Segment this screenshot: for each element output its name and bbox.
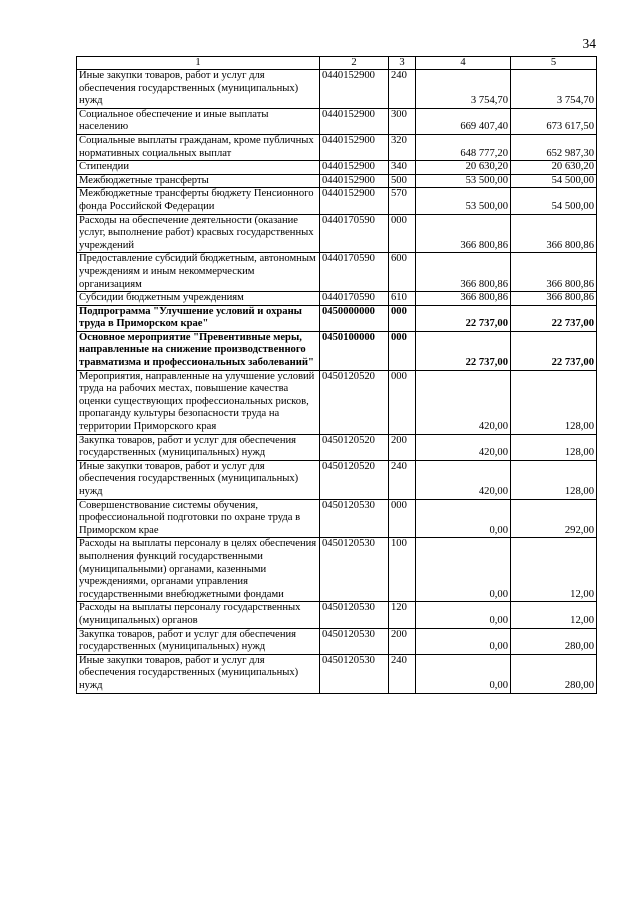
item-name-cell: Субсидии бюджетным учреждениям	[77, 292, 320, 306]
table-row	[77, 305, 597, 331]
table-row	[77, 654, 597, 693]
target-code-cell: 0440152900	[320, 134, 389, 160]
amount-year2-cell: 128,00	[511, 370, 597, 434]
amount-year2-cell: 20 630,20	[511, 161, 597, 175]
expense-type-cell: 000	[389, 370, 416, 434]
target-code-cell: 0440170590	[320, 214, 389, 253]
table-row	[77, 174, 597, 188]
expense-type-cell: 600	[389, 253, 416, 292]
expense-type-cell: 570	[389, 188, 416, 214]
amount-year2-cell: 3 754,70	[511, 70, 597, 109]
amount-year2-cell: 366 800,86	[511, 292, 597, 306]
amount-year1-cell: 366 800,86	[416, 292, 511, 306]
amount-year1-cell: 366 800,86	[416, 214, 511, 253]
table-row	[77, 538, 597, 602]
header-cell: 3	[389, 57, 416, 70]
amount-year2-cell: 280,00	[511, 628, 597, 654]
expense-type-cell: 000	[389, 499, 416, 538]
table-row	[77, 214, 597, 253]
header-cell: 2	[320, 57, 389, 70]
target-code-cell: 0440152900	[320, 70, 389, 109]
amount-year2-cell: 280,00	[511, 654, 597, 693]
amount-year1-cell: 420,00	[416, 460, 511, 499]
amount-year1-cell: 22 737,00	[416, 331, 511, 370]
item-name-cell: Иные закупки товаров, работ и услуг для обеспечения государственных (муниципальных) нужд	[77, 70, 320, 109]
target-code-cell: 0440152900	[320, 161, 389, 175]
item-name-cell: Мероприятия, направленные на улучшение условий труда на рабочих местах, повышение качества оценки существующих профессиональных рисков, пропаганду культуры безопасности труда на территории Приморского края	[77, 370, 320, 434]
amount-year2-cell: 54 500,00	[511, 188, 597, 214]
amount-year2-cell: 22 737,00	[511, 331, 597, 370]
amount-year2-cell: 366 800,86	[511, 214, 597, 253]
table-row	[77, 292, 597, 306]
expense-type-cell: 240	[389, 460, 416, 499]
amount-year2-cell: 128,00	[511, 460, 597, 499]
expense-type-cell: 320	[389, 134, 416, 160]
amount-year1-cell: 53 500,00	[416, 188, 511, 214]
budget-table	[76, 56, 597, 694]
amount-year2-cell: 673 617,50	[511, 108, 597, 134]
item-name-cell: Иные закупки товаров, работ и услуг для обеспечения государственных (муниципальных) нужд	[77, 460, 320, 499]
target-code-cell: 0450120530	[320, 538, 389, 602]
item-name-cell: Стипендии	[77, 161, 320, 175]
amount-year1-cell: 366 800,86	[416, 253, 511, 292]
table-header-row	[77, 57, 597, 70]
amount-year1-cell: 53 500,00	[416, 174, 511, 188]
item-name-cell: Основное мероприятие "Превентивные меры, направленные на снижение производственного травматизма и профессиональных заболеваний"	[77, 331, 320, 370]
target-code-cell: 0450120530	[320, 628, 389, 654]
table-row	[77, 434, 597, 460]
expense-type-cell: 240	[389, 654, 416, 693]
expense-type-cell: 240	[389, 70, 416, 109]
amount-year2-cell: 22 737,00	[511, 305, 597, 331]
item-name-cell: Расходы на выплаты персоналу в целях обеспечения выполнения функций государственными (муниципальными) органами, казенными учреждениями, органами управления государственными внебюджетными фондами	[77, 538, 320, 602]
amount-year1-cell: 22 737,00	[416, 305, 511, 331]
target-code-cell: 0440170590	[320, 253, 389, 292]
target-code-cell: 0440170590	[320, 292, 389, 306]
expense-type-cell: 000	[389, 331, 416, 370]
item-name-cell: Закупка товаров, работ и услуг для обеспечения государственных (муниципальных) нужд	[77, 434, 320, 460]
item-name-cell: Подпрограмма "Улучшение условий и охраны труда в Приморском крае"	[77, 305, 320, 331]
amount-year1-cell: 0,00	[416, 602, 511, 628]
expense-type-cell: 000	[389, 305, 416, 331]
expense-type-cell: 200	[389, 628, 416, 654]
target-code-cell: 0450120530	[320, 654, 389, 693]
amount-year1-cell: 420,00	[416, 434, 511, 460]
expense-type-cell: 300	[389, 108, 416, 134]
header-cell: 4	[416, 57, 511, 70]
header-cell: 5	[511, 57, 597, 70]
amount-year2-cell: 54 500,00	[511, 174, 597, 188]
amount-year2-cell: 128,00	[511, 434, 597, 460]
amount-year1-cell: 0,00	[416, 499, 511, 538]
amount-year2-cell: 366 800,86	[511, 253, 597, 292]
amount-year2-cell: 652 987,30	[511, 134, 597, 160]
target-code-cell: 0450000000	[320, 305, 389, 331]
expense-type-cell: 000	[389, 214, 416, 253]
amount-year2-cell: 12,00	[511, 602, 597, 628]
target-code-cell: 0440152900	[320, 108, 389, 134]
amount-year1-cell: 0,00	[416, 538, 511, 602]
expense-type-cell: 610	[389, 292, 416, 306]
target-code-cell: 0450120530	[320, 499, 389, 538]
amount-year1-cell: 3 754,70	[416, 70, 511, 109]
item-name-cell: Межбюджетные трансферты бюджету Пенсионного фонда Российской Федерации	[77, 188, 320, 214]
table-row	[77, 628, 597, 654]
target-code-cell: 0450120520	[320, 434, 389, 460]
expense-type-cell: 340	[389, 161, 416, 175]
expense-type-cell: 100	[389, 538, 416, 602]
table-row	[77, 331, 597, 370]
item-name-cell: Социальные выплаты гражданам, кроме публичных нормативных социальных выплат	[77, 134, 320, 160]
header-cell: 1	[77, 57, 320, 70]
amount-year1-cell: 0,00	[416, 654, 511, 693]
expense-type-cell: 200	[389, 434, 416, 460]
target-code-cell: 0450120530	[320, 602, 389, 628]
target-code-cell: 0440152900	[320, 174, 389, 188]
amount-year2-cell: 12,00	[511, 538, 597, 602]
table-row	[77, 370, 597, 434]
amount-year1-cell: 0,00	[416, 628, 511, 654]
item-name-cell: Предоставление субсидий бюджетным, автономным учреждениям и иным некоммерческим организациям	[77, 253, 320, 292]
item-name-cell: Совершенствование системы обучения, профессиональной подготовки по охране труда в Приморском крае	[77, 499, 320, 538]
target-code-cell: 0450120520	[320, 370, 389, 434]
item-name-cell: Расходы на выплаты персоналу государственных (муниципальных) органов	[77, 602, 320, 628]
page-number: 34	[582, 36, 596, 51]
table-row	[77, 161, 597, 175]
table-row	[77, 602, 597, 628]
expense-type-cell: 120	[389, 602, 416, 628]
table-row	[77, 253, 597, 292]
amount-year1-cell: 20 630,20	[416, 161, 511, 175]
item-name-cell: Расходы на обеспечение деятельности (оказание услуг, выполнение работ) красвых государственных учреждений	[77, 214, 320, 253]
target-code-cell: 0440152900	[320, 188, 389, 214]
table-row	[77, 108, 597, 134]
amount-year2-cell: 292,00	[511, 499, 597, 538]
item-name-cell: Социальное обеспечение и иные выплаты населению	[77, 108, 320, 134]
item-name-cell: Иные закупки товаров, работ и услуг для обеспечения государственных (муниципальных) нужд	[77, 654, 320, 693]
table-row	[77, 460, 597, 499]
amount-year1-cell: 648 777,20	[416, 134, 511, 160]
table-row	[77, 134, 597, 160]
target-code-cell: 0450100000	[320, 331, 389, 370]
amount-year1-cell: 669 407,40	[416, 108, 511, 134]
item-name-cell: Межбюджетные трансферты	[77, 174, 320, 188]
amount-year1-cell: 420,00	[416, 370, 511, 434]
table-row	[77, 188, 597, 214]
table-row	[77, 499, 597, 538]
table-row	[77, 70, 597, 109]
target-code-cell: 0450120520	[320, 460, 389, 499]
item-name-cell: Закупка товаров, работ и услуг для обеспечения государственных (муниципальных) нужд	[77, 628, 320, 654]
expense-type-cell: 500	[389, 174, 416, 188]
